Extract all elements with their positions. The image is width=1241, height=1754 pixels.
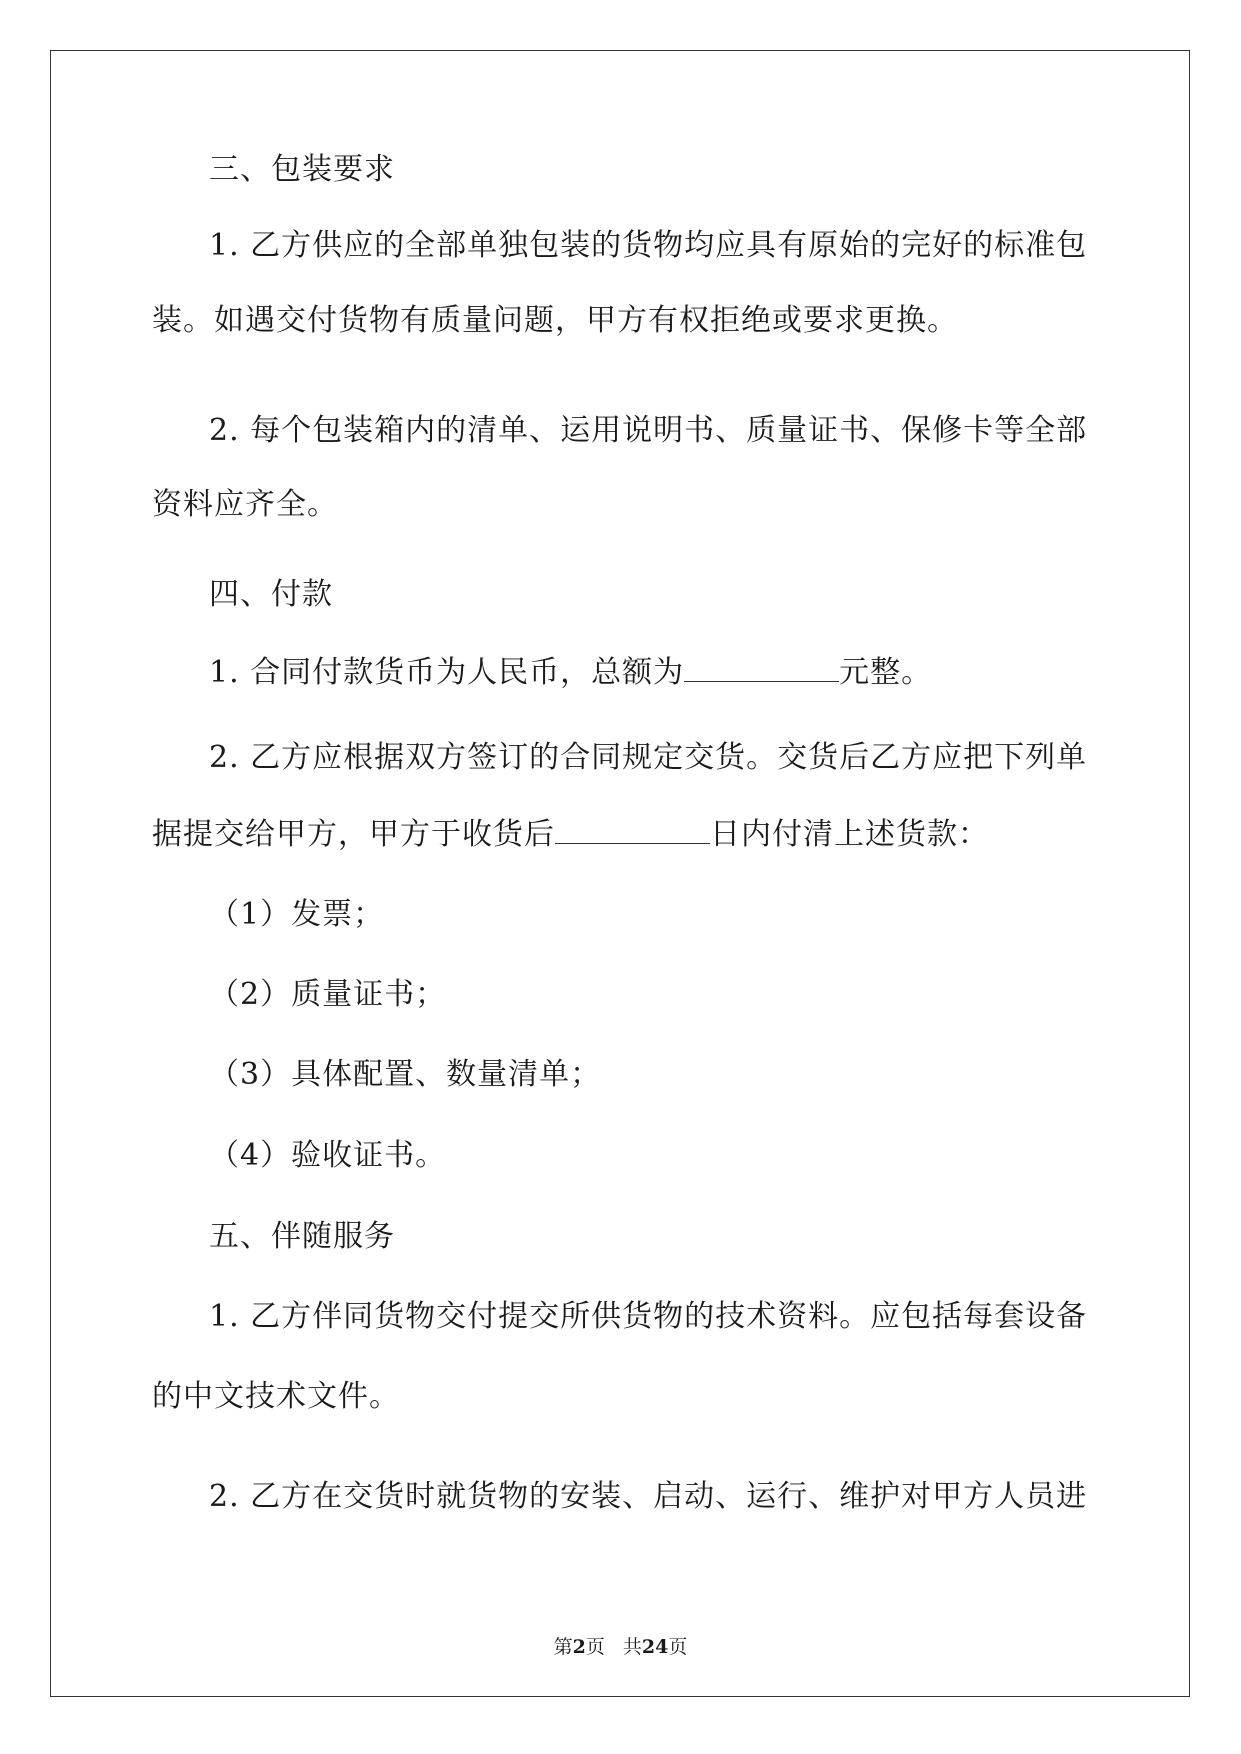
s5-item1-line2: 的中文技术文件。 bbox=[152, 1379, 400, 1414]
section3-heading: 三、包装要求 bbox=[209, 152, 395, 187]
days-blank bbox=[555, 815, 710, 844]
page-current: 2 bbox=[572, 1636, 586, 1658]
s4-item1 bbox=[209, 653, 932, 693]
s4-item2-line2 bbox=[152, 815, 989, 855]
doc-item-4: （4）验收证书。 bbox=[209, 1138, 447, 1173]
page-frame bbox=[50, 50, 1190, 1697]
section4-heading: 四、付款 bbox=[209, 577, 333, 612]
page-prefix: 第 bbox=[553, 1636, 573, 1658]
s4-item2-text-after: 日内付清上述货款： bbox=[710, 817, 989, 852]
page-suffix: 页 bbox=[585, 1636, 605, 1658]
page-footer bbox=[0, 1635, 1241, 1659]
doc-item-2: （2）质量证书； bbox=[209, 977, 447, 1012]
s4-item2-text-before: 据提交给甲方，甲方于收货后 bbox=[152, 817, 555, 852]
section5-heading: 五、伴随服务 bbox=[209, 1219, 395, 1254]
s3-item2-line1: 2. 每个包装箱内的清单、运用说明书、质量证书、保修卡等全部 bbox=[209, 413, 1088, 448]
page-total: 24 bbox=[641, 1636, 669, 1658]
total-suffix: 页 bbox=[668, 1636, 688, 1658]
s3-item1-line1: 1. 乙方供应的全部单独包装的货物均应具有原始的完好的标准包 bbox=[209, 228, 1088, 263]
s4-item1-text-before: 1. 合同付款货币为人民币，总额为 bbox=[209, 655, 685, 690]
doc-item-3: （3）具体配置、数量清单； bbox=[209, 1057, 602, 1092]
doc-item-1: （1）发票； bbox=[209, 897, 385, 932]
s4-item2-line1: 2. 乙方应根据双方签订的合同规定交货。交货后乙方应把下列单 bbox=[209, 740, 1088, 775]
s3-item2-line2: 资料应齐全。 bbox=[152, 487, 338, 522]
s4-item1-text-after: 元整。 bbox=[839, 655, 933, 690]
total-prefix: 共 bbox=[622, 1636, 642, 1658]
s5-item1-line1: 1. 乙方伴同货物交付提交所供货物的技术资料。应包括每套设备 bbox=[209, 1299, 1088, 1334]
s5-item2-line1: 2. 乙方在交货时就货物的安装、启动、运行、维护对甲方人员进 bbox=[209, 1479, 1088, 1514]
amount-blank bbox=[684, 653, 839, 682]
s3-item1-line2: 装。如遇交付货物有质量问题，甲方有权拒绝或要求更换。 bbox=[152, 303, 958, 338]
